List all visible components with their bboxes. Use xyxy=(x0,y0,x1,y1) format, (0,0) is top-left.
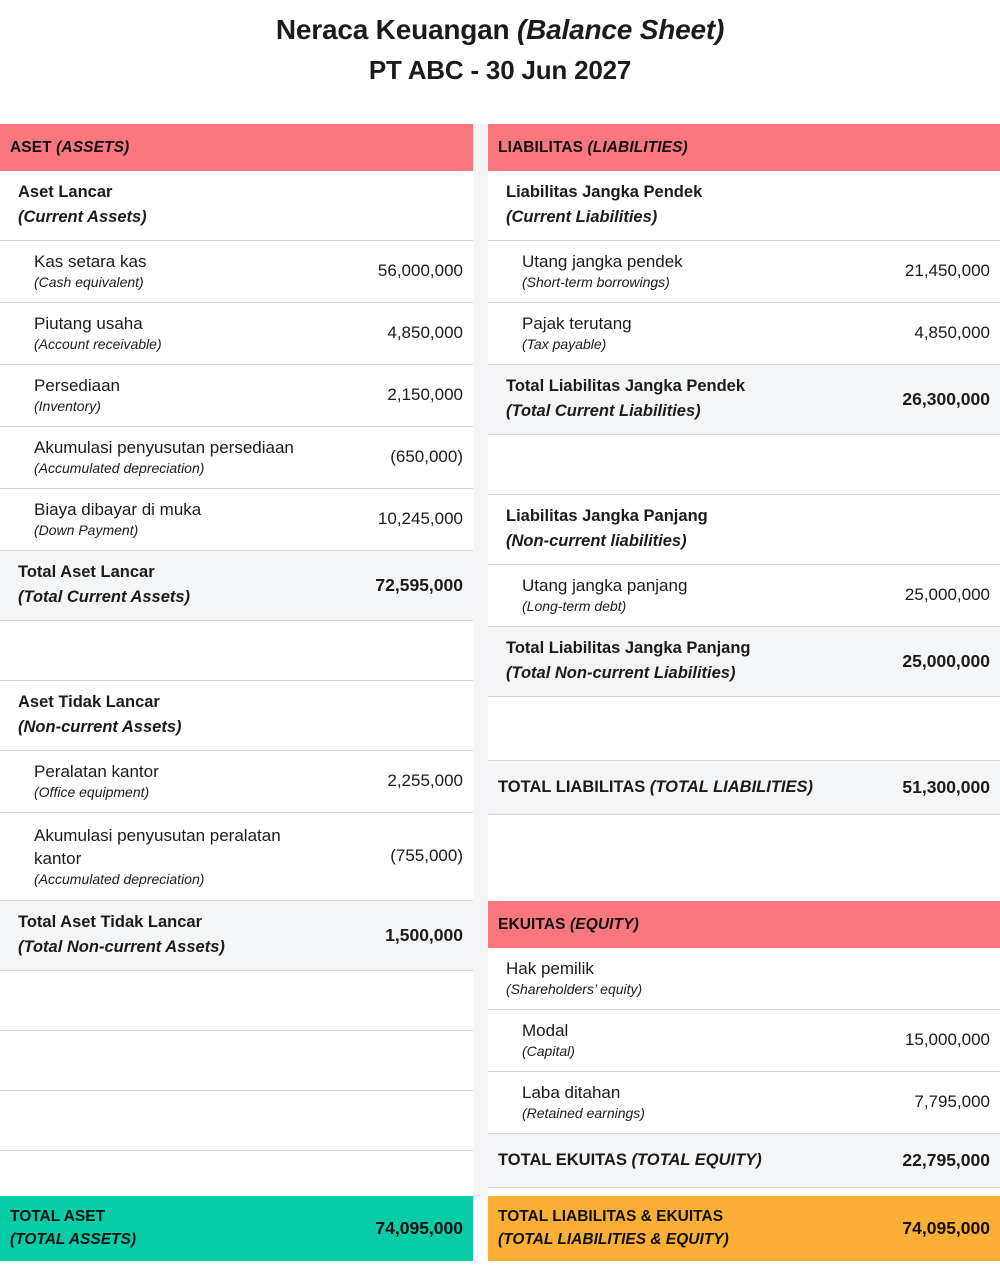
group-label-indonesian: Aset Tidak Lancar xyxy=(18,693,160,711)
subtotal-label-english: (Total Current Liabilities) xyxy=(506,402,701,420)
sheet-columns xyxy=(0,124,1000,1242)
subtotal-amount: 72,595,000 xyxy=(375,574,463,595)
spacer-row xyxy=(488,815,1000,901)
subtotal-row-current-assets xyxy=(0,551,473,621)
page-title xyxy=(0,0,1000,90)
subtotal-amount: 1,500,000 xyxy=(385,924,463,945)
row-label-indonesian: Pajak terutang xyxy=(522,314,632,333)
group-label xyxy=(18,180,463,230)
grand-total-assets-bar xyxy=(0,1196,473,1261)
group-row-current-liabilities xyxy=(488,171,1000,241)
table-row xyxy=(0,751,473,813)
row-label xyxy=(522,1081,914,1123)
row-label-english: (Accumulated depreciation) xyxy=(34,870,205,887)
subtotal-label xyxy=(18,560,375,610)
spacer-row xyxy=(0,1031,473,1091)
subtotal-row-current-liabilities xyxy=(488,365,1000,435)
subtotal-amount: 26,300,000 xyxy=(902,388,990,409)
subtotal-label-indonesian: Total Liabilitas Jangka Panjang xyxy=(506,639,751,657)
group-label xyxy=(506,504,990,554)
row-label-indonesian: Utang jangka pendek xyxy=(522,252,683,271)
row-label xyxy=(34,760,387,802)
row-label-english: (Inventory) xyxy=(34,398,101,414)
group-row-current-assets xyxy=(0,171,473,241)
row-label-english: (Accumulated depreciation) xyxy=(34,460,205,476)
subtotal-label xyxy=(18,910,385,960)
row-label-indonesian: Piutang usaha xyxy=(34,314,143,333)
spacer-row xyxy=(488,435,1000,495)
title-indonesian: Neraca Keuangan xyxy=(275,14,518,45)
group-label-english: (Current Assets) xyxy=(18,208,147,226)
row-label xyxy=(34,498,378,540)
group-row-shareholders-equity xyxy=(488,948,1000,1010)
total-equity-label xyxy=(498,1151,762,1170)
grand-total-assets-wrap xyxy=(0,1196,473,1261)
total-liabilities-label-indonesian: TOTAL LIABILITAS xyxy=(498,778,650,796)
spacer-row xyxy=(0,621,473,681)
total-equity-row xyxy=(488,1134,1000,1188)
total-equity-amount: 22,795,000 xyxy=(902,1150,990,1170)
total-liabilities-label-english: (TOTAL LIABILITIES) xyxy=(649,778,814,796)
row-label xyxy=(522,250,905,292)
table-row xyxy=(488,303,1000,365)
row-label xyxy=(522,574,905,616)
row-label-english: (Long-term debt) xyxy=(522,598,627,614)
title-line-2: PT ABC - 30 Jun 2027 xyxy=(368,55,632,85)
table-row xyxy=(488,241,1000,303)
row-amount: 2,255,000 xyxy=(387,771,463,790)
grand-total-liab-equity-label-english: (TOTAL LIABILITIES & EQUITY) xyxy=(498,1231,729,1248)
grand-total-liab-equity-amount: 74,095,000 xyxy=(902,1217,990,1238)
grand-total-assets-amount: 74,095,000 xyxy=(375,1217,463,1238)
spacer-row xyxy=(488,697,1000,761)
group-label xyxy=(506,180,990,230)
total-liabilities-label xyxy=(498,778,813,797)
row-amount: (755,000) xyxy=(390,846,463,865)
subtotal-row-noncurrent-liabilities xyxy=(488,627,1000,697)
group-label-indonesian: Liabilitas Jangka Pendek xyxy=(506,183,703,201)
table-row xyxy=(0,241,473,303)
row-label-english: (Account receivable) xyxy=(34,336,162,352)
row-label-indonesian: Akumulasi penyusutan persediaan xyxy=(34,438,294,457)
title-line-1 xyxy=(0,10,1000,50)
grand-total-bars xyxy=(0,1196,1000,1261)
row-label xyxy=(34,312,387,354)
table-row xyxy=(0,813,473,901)
subtotal-label xyxy=(506,374,902,424)
row-label-english: (Shareholders’ equity) xyxy=(506,981,643,997)
grand-total-assets-label xyxy=(10,1205,136,1251)
assets-column xyxy=(0,124,473,1242)
liabilities-section-header-label xyxy=(498,139,688,157)
row-amount: 25,000,000 xyxy=(904,585,990,604)
grand-total-liab-equity-label xyxy=(498,1205,729,1251)
row-amount: 56,000,000 xyxy=(377,261,463,280)
row-label xyxy=(506,957,990,999)
row-label xyxy=(34,374,387,416)
grand-total-gutter xyxy=(473,1196,488,1261)
group-label-english: (Non-current Assets) xyxy=(18,718,182,736)
grand-total-liab-equity-wrap xyxy=(488,1196,1000,1261)
total-liabilities-amount: 51,300,000 xyxy=(902,777,990,797)
equity-header-indonesian: EKUITAS xyxy=(498,915,570,933)
row-label xyxy=(34,824,334,889)
row-amount: 4,850,000 xyxy=(387,323,463,342)
row-label-indonesian: Persediaan xyxy=(34,376,121,395)
subtotal-label xyxy=(506,636,902,686)
liabilities-header-english: (LIABILITIES) xyxy=(587,138,688,156)
table-row xyxy=(488,1010,1000,1072)
subtotal-label-indonesian: Total Liabilitas Jangka Pendek xyxy=(506,377,746,395)
assets-header-english: (ASSETS) xyxy=(56,138,130,156)
title-english: (Balance Sheet) xyxy=(517,14,725,45)
subtotal-label-english: (Total Current Assets) xyxy=(18,588,191,606)
row-label-indonesian: Biaya dibayar di muka xyxy=(34,500,202,519)
row-label-indonesian: Modal xyxy=(522,1021,569,1040)
group-label-english: (Current Liabilities) xyxy=(506,208,658,226)
row-label-english: (Retained earnings) xyxy=(522,1105,645,1121)
group-label-indonesian: Aset Lancar xyxy=(18,183,113,201)
subtotal-amount: 25,000,000 xyxy=(902,650,990,671)
subtotal-label-indonesian: Total Aset Lancar xyxy=(18,563,155,581)
group-label-english: (Non-current liabilities) xyxy=(506,532,687,550)
group-row-noncurrent-assets xyxy=(0,681,473,751)
group-label xyxy=(18,690,463,740)
table-row xyxy=(488,565,1000,627)
total-equity-label-english: (TOTAL EQUITY) xyxy=(631,1151,762,1169)
spacer-row xyxy=(0,1151,473,1201)
total-liabilities-row xyxy=(488,761,1000,815)
row-amount: 4,850,000 xyxy=(914,323,990,342)
row-amount: 2,150,000 xyxy=(387,385,463,404)
spacer-row xyxy=(0,971,473,1031)
row-label-indonesian: Utang jangka panjang xyxy=(522,576,688,595)
row-label xyxy=(34,250,378,292)
row-label-indonesian: Laba ditahan xyxy=(522,1083,621,1102)
row-label-indonesian: Kas setara kas xyxy=(34,252,147,271)
spacer-row xyxy=(0,1091,473,1151)
subtotal-row-noncurrent-assets xyxy=(0,901,473,971)
grand-total-liab-equity-label-indonesian: TOTAL LIABILITAS & EKUITAS xyxy=(498,1208,724,1225)
subtotal-label-indonesian: Total Aset Tidak Lancar xyxy=(18,913,202,931)
row-label-english: (Capital) xyxy=(522,1043,575,1059)
subtotal-label-english: (Total Non-current Liabilities) xyxy=(506,664,736,682)
row-amount: 15,000,000 xyxy=(904,1030,990,1049)
row-label-english: (Down Payment) xyxy=(34,522,139,538)
table-row xyxy=(0,303,473,365)
equity-header-english: (EQUITY) xyxy=(570,915,639,933)
liabilities-equity-column xyxy=(488,124,1000,1229)
row-amount: 10,245,000 xyxy=(377,509,463,528)
equity-section-header-label xyxy=(498,916,639,934)
row-label-english: (Cash equivalent) xyxy=(34,274,144,290)
table-row xyxy=(0,427,473,489)
row-label xyxy=(522,312,914,354)
row-amount: 21,450,000 xyxy=(904,261,990,280)
assets-header-indonesian: ASET xyxy=(10,138,57,156)
table-row xyxy=(0,365,473,427)
row-label xyxy=(522,1019,905,1061)
total-equity-label-indonesian: TOTAL EKUITAS xyxy=(498,1151,632,1169)
row-amount: 7,795,000 xyxy=(914,1092,990,1111)
table-row xyxy=(488,1072,1000,1134)
row-label-english: (Office equipment) xyxy=(34,784,150,800)
row-amount: (650,000) xyxy=(390,447,463,466)
group-row-noncurrent-liabilities xyxy=(488,495,1000,565)
grand-total-liab-equity-bar xyxy=(488,1196,1000,1261)
row-label-english: (Tax payable) xyxy=(522,336,607,352)
row-label-indonesian: Peralatan kantor xyxy=(34,762,159,781)
column-gutter xyxy=(473,124,488,1242)
row-label-indonesian: Akumulasi penyusutan peralatan kantor xyxy=(34,825,281,868)
grand-total-assets-label-indonesian: TOTAL ASET xyxy=(10,1208,106,1225)
assets-section-header xyxy=(0,124,473,171)
liabilities-header-indonesian: LIABILITAS xyxy=(498,138,588,156)
subtotal-label-english: (Total Non-current Assets) xyxy=(18,938,225,956)
table-row xyxy=(0,489,473,551)
liabilities-section-header xyxy=(488,124,1000,171)
row-label-indonesian: Hak pemilik xyxy=(506,959,594,978)
group-label-indonesian: Liabilitas Jangka Panjang xyxy=(506,507,708,525)
row-label xyxy=(34,436,390,478)
equity-section-header xyxy=(488,901,1000,948)
assets-section-header-label xyxy=(10,139,129,157)
row-label-english: (Short-term borrowings) xyxy=(522,274,670,290)
grand-total-assets-label-english: (TOTAL ASSETS) xyxy=(10,1231,137,1248)
